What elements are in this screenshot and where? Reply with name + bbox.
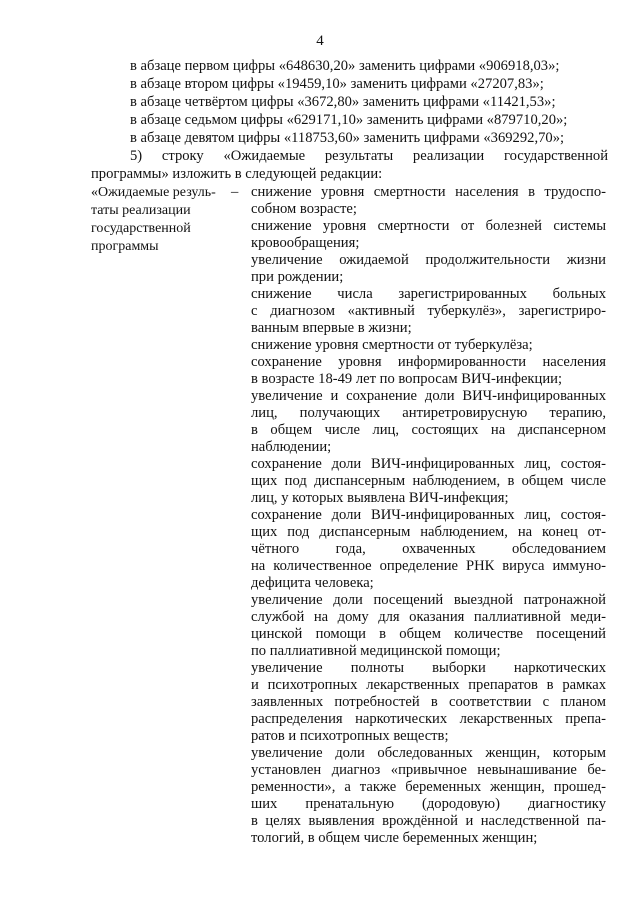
- result-line: цинской помощи в общем количестве посещений: [251, 626, 606, 642]
- result-line: снижение уровня смертности от туберкулёза;: [251, 337, 533, 353]
- result-line: ших пренатальную (дородовую) диагностику: [251, 796, 606, 812]
- result-line: по паллиативной медицинской помощи;: [251, 643, 501, 659]
- amendment-line: в абзаце седьмом цифры «629171,10» заменить цифрами «879710,20»;: [130, 112, 568, 128]
- result-line: увеличение и сохранение доли ВИЧ-инфицированных: [251, 388, 606, 404]
- result-line: щих под диспансерным наблюдением, в общем числе: [251, 473, 606, 489]
- result-line: собном возрасте;: [251, 201, 357, 217]
- result-line: распределения наркотических лекарственных препа-: [251, 711, 606, 727]
- result-line: увеличение доли обследованных женщин, которым: [251, 745, 606, 761]
- result-line: щих под диспансерным наблюдением, на конец от-: [251, 524, 606, 540]
- result-line: чётного года, охваченных обследованием: [251, 541, 606, 557]
- clause-line-1: 5) строку «Ожидаемые результаты реализации государственной: [130, 148, 608, 164]
- result-line: заявленных потребностей в соответствии с планом: [251, 694, 606, 710]
- result-line: в целях выявления врождённой и наследственной па-: [251, 813, 606, 829]
- result-line: в возрасте 18-49 лет по вопросам ВИЧ-инфекции;: [251, 371, 563, 387]
- result-line: при рождении;: [251, 269, 344, 285]
- result-line: кровообращения;: [251, 235, 360, 251]
- result-line: увеличение доли посещений выездной патронажной: [251, 592, 606, 608]
- result-line: снижение уровня смертности населения в трудоспо-: [251, 184, 606, 200]
- clause-line-2: программы» изложить в следующей редакции:: [91, 166, 383, 182]
- result-line: тологий, в общем числе беременных женщин;: [251, 830, 538, 846]
- page-number: 4: [316, 33, 324, 49]
- result-line: сохранение уровня информированности населения: [251, 354, 606, 370]
- row-label-line: «Ожидаемые резуль-: [91, 185, 216, 200]
- row-label-line: государственной: [91, 221, 191, 236]
- amendment-line: в абзаце девятом цифры «118753,60» заменить цифрами «369292,70»;: [130, 130, 565, 146]
- dash-separator: –: [231, 184, 239, 200]
- result-line: сохранение доли ВИЧ-инфицированных лиц, состоя-: [251, 456, 606, 472]
- result-line: на количественное определение РНК вируса иммуно-: [251, 558, 606, 574]
- result-line: лиц, у которых выявлена ВИЧ-инфекция;: [251, 490, 509, 506]
- result-line: ванным впервые в жизни;: [251, 320, 412, 336]
- result-line: ременности», а также беременных женщин, прошед-: [251, 779, 606, 795]
- result-line: лиц, получающих антиретровирусную терапию,: [251, 405, 606, 421]
- result-line: сохранение доли ВИЧ-инфицированных лиц, состоя-: [251, 507, 606, 523]
- result-line: в общем числе лиц, состоящих на диспансерном: [251, 422, 606, 438]
- result-line: службой на дому для оказания паллиативной меди-: [251, 609, 606, 625]
- result-line: увеличение ожидаемой продолжительности жизни: [251, 252, 606, 268]
- amendment-line: в абзаце четвёртом цифры «3672,80» заменить цифрами «11421,53»;: [130, 94, 556, 110]
- result-line: ратов и психотропных веществ;: [251, 728, 449, 744]
- result-line: дефицита человека;: [251, 575, 374, 591]
- result-line: и психотропных лекарственных препаратов в рамках: [251, 677, 606, 693]
- result-line: снижение уровня смертности от болезней системы: [251, 218, 606, 234]
- row-label-line: таты реализации: [91, 203, 191, 218]
- result-line: наблюдении;: [251, 439, 332, 455]
- result-line: с диагнозом «активный туберкулёз», зарегистриро-: [251, 303, 606, 319]
- amendment-line: в абзаце первом цифры «648630,20» заменить цифрами «906918,03»;: [130, 58, 560, 74]
- result-line: увеличение полноты выборки наркотических: [251, 660, 606, 676]
- row-label-line: программы: [91, 239, 159, 254]
- result-line: установлен диагноз «привычное невынашивание бе-: [251, 762, 606, 778]
- result-line: снижение числа зарегистрированных больных: [251, 286, 606, 302]
- amendment-line: в абзаце втором цифры «19459,10» заменить цифрами «27207,83»;: [130, 76, 544, 92]
